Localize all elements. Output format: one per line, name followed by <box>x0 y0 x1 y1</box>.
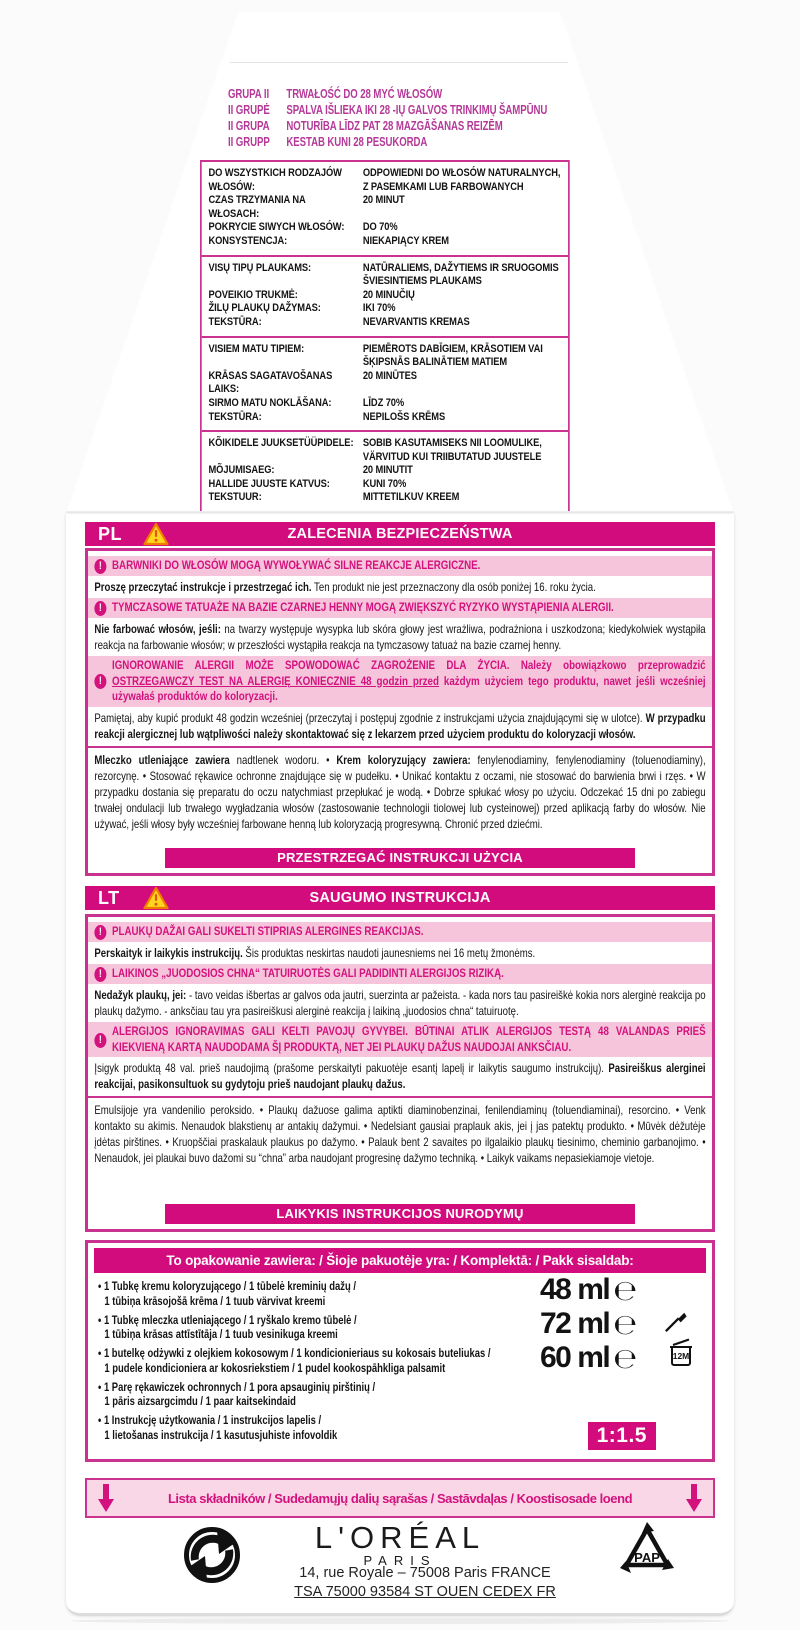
brand-logo: L'ORÉAL <box>314 1520 486 1555</box>
spec-label: TEKSTUUR: <box>208 491 262 504</box>
spec-label: DO WSZYSTKICH RODZAJÓW WŁOSÓW: <box>208 167 342 193</box>
spec-row <box>208 262 561 289</box>
volume-row <box>540 1307 637 1341</box>
spec-value: NEVARVANTIS KREMAS <box>362 315 470 328</box>
brush-icon <box>664 1309 688 1333</box>
lt-p1-rest: Šis produktas neskirtas naudoti jaunesniems nei 16 metų žmonėms. <box>242 946 536 960</box>
spec-value: NEPILOŠS KRĒMS <box>362 410 446 423</box>
lt-warning-band-2 <box>88 964 712 984</box>
pl-warning-text-1: BARWNIKI DO WŁOSÓW MOGĄ WYWOŁYWAĆ SILNE REAKCJE ALERGICZNE. <box>112 558 481 572</box>
volume-column <box>540 1273 637 1375</box>
group-label: II GRUPA <box>228 118 270 133</box>
pap-label: PAP <box>634 1550 660 1565</box>
spec-value: 20 MINUT <box>362 194 405 207</box>
pl-divider <box>88 746 712 748</box>
spec-row <box>208 194 561 221</box>
item-line-1: • 1 Tubkę kremu koloryzującego / 1 tūbelė kreminių dažų / <box>98 1279 546 1294</box>
spec-value: SOBIB KASUTAMISEKS NII LOOMULIKE, VÄRVITUD KUI TRIIBUTATUD JUUSTELE <box>362 437 542 463</box>
lt-section-header <box>85 886 715 910</box>
lt-p1-bold: Perskaityk ir laikykis instrukcijų. <box>94 946 243 960</box>
lt-safety-content <box>88 920 712 1167</box>
spec-value: IKI 70% <box>362 302 396 315</box>
lt-section-title: SAUGUMO INSTRUKCIJA <box>309 890 491 906</box>
spec-value: PIEMĒROTS DABĪGIEM, KRĀSOTIEM VAI ŠĶIPSNĀS BALINĀTIEM MATIEM <box>362 342 543 369</box>
contents-header-bar: To opakowanie zawiera: / Šioje pakuotėje yra: / Komplektā: / Pakk sisaldab: <box>94 1248 706 1273</box>
spec-value: MITTETILKUV KREEM <box>362 491 460 504</box>
durability-line <box>228 102 571 118</box>
volume-value: 72 ml <box>540 1307 610 1340</box>
brand-sub: PARIS <box>363 1553 437 1568</box>
alert-icon <box>94 925 106 940</box>
lt-footer-bar: LAIKYKIS INSTRUKCIJOS NURODYMŲ <box>165 1204 635 1224</box>
spec-value: 20 MINŪTES <box>362 369 417 382</box>
list-item <box>98 1313 546 1342</box>
lt-warning-band-3 <box>88 1022 712 1057</box>
item-line-1: • 1 butelkę odżywki z olejkiem kokosowym / 1 kondicionieriaus su kokosais buteliukas / <box>98 1346 546 1361</box>
pl-p2-bold: Nie farbować włosów, jeśli: <box>94 622 221 636</box>
lt-warning-text-1: PLAUKŲ DAŽAI GALI SUKELTI STIPRIAS ALERGINES REAKCIJAS. <box>112 924 424 938</box>
estimated-sign-icon: ℮ <box>613 1307 638 1341</box>
list-item <box>98 1380 546 1409</box>
lt-warning-text-2: LAIKINOS „JUODOSIOS CHNA“ TATUIRUOTĖS GALI PADIDINTI ALERGIJOS RIZIKĄ. <box>112 966 504 980</box>
spec-label: ŽILŲ PLAUKŲ DAŽYMAS: <box>208 302 321 315</box>
spec-row <box>208 316 561 330</box>
alert-icon <box>94 601 106 616</box>
alert-icon <box>94 674 106 689</box>
spec-row <box>208 221 561 235</box>
pl-p4-b2: Krem koloryzujący zawiera: <box>336 752 478 767</box>
spec-value: 20 MINUTIT <box>362 464 413 477</box>
pl-language-code: PL <box>98 524 123 544</box>
spec-label: VISIEM MATU TIPIEM: <box>208 342 305 355</box>
pl-band3-pre: IGNOROWANIE ALERGII MOŻE SPOWODOWAĆ ZAGROŻENIE DLA ŻYCIA. Należy obowiązkowo przeprowadzić <box>112 658 706 672</box>
flap-seam <box>66 511 734 513</box>
spec-row <box>208 343 561 370</box>
contents-items <box>98 1279 546 1442</box>
pl-paragraph-2 <box>88 620 712 654</box>
main-panel <box>66 514 734 1616</box>
spec-row <box>208 302 561 316</box>
spec-label: POKRYCIE SIWYCH WŁOSÓW: <box>208 221 345 234</box>
spec-row <box>208 491 561 505</box>
pl-warning-band-2 <box>88 598 712 618</box>
lt-paragraph-2 <box>88 986 712 1020</box>
lt-warning-band-1 <box>88 922 712 942</box>
durability-claims <box>228 86 571 150</box>
package-bottom-shadow <box>70 1618 730 1624</box>
item-line-2: 1 pāris aizsargcimdu / 1 paar kaitsekindaid <box>104 1394 296 1408</box>
lt-paragraph-4: Emulsijoje yra vandenilio peroksido. • Plaukų dažuose galima aptikti diaminobenzinai, fenilendiaminų (toluendiaminai), resorcino. • Venk kontakto su akimis. Nenaudok blakstienų ar antakių dažymui. • Nedelsiant gausiai praplauk akis, jei į jas patektų produkto. • Mūvėk dėžutėje įdėtas pirštines. • Kruopščiai praskalauk plaukus po dažymo. • Palauk bent 2 savaites po ilgalaikio plaukų tiesinimo, cheminio garbanojimo. • Nenaudok, jei plaukai buvo dažomi su “chna” arba naudojant progresinę dažymo techniką. • Laikyk vaikams nepasiekiamoje vietoje. <box>94 1103 706 1165</box>
spec-row <box>208 370 561 397</box>
spec-label: TEKSTŪRA: <box>208 410 262 423</box>
warning-triangle-icon <box>143 885 169 911</box>
item-line-2: 1 pudele kondicioniera ar kokosriekstiem / 1 pudel kookospāhkliga palsamit <box>104 1360 446 1375</box>
lt-paragraph-1 <box>88 944 712 962</box>
volume-row <box>540 1341 637 1375</box>
volume-value: 48 ml <box>540 1273 610 1306</box>
mix-ratio-badge: 1:1.5 <box>588 1422 656 1450</box>
spec-label: SIRMO MATU NOKLĀŠANA: <box>208 396 332 409</box>
package-contents-box <box>85 1240 715 1462</box>
pap-recycling-icon <box>618 1522 676 1578</box>
group-label: GRUPA II <box>228 86 270 101</box>
spec-label: VISŲ TIPŲ PLAUKAMS: <box>208 261 312 274</box>
spec-table <box>200 160 570 513</box>
pl-section-title: ZALECENIA BEZPIECZEŃSTWA <box>287 526 513 542</box>
item-line-2: 1 lietošanas instrukcija / 1 kasutusjuhiste infovoldik <box>104 1427 338 1442</box>
group-label: II GRUPP <box>228 134 270 149</box>
spec-value: 20 MINUČIŲ <box>362 288 415 301</box>
pao-12m-icon <box>666 1337 696 1367</box>
pao-label: 12M <box>672 1351 690 1361</box>
estimated-sign-icon: ℮ <box>613 1341 638 1375</box>
durability-line <box>228 86 571 102</box>
arrow-down-icon <box>685 1483 703 1513</box>
pl-p3-bold: W przypadku reakcji alergicznej lub wątpliwości należy skontaktować się z lekarzem przed użyciem produktu do koloryzacji włosów. <box>94 710 706 741</box>
ingredients-pointer-bar <box>85 1478 715 1518</box>
spec-label: CZAS TRZYMANIA NA WŁOSACH: <box>208 194 306 220</box>
lt-p3-bold: Pasireiškus alerginei reakcijai, pasikonsultuok su gydytoju prieš naudojant plaukų dažus. <box>94 1061 706 1091</box>
lt-p2-bold: Nedažyk plaukų, jei: <box>94 988 187 1002</box>
pl-paragraph-3 <box>88 709 712 743</box>
warning-triangle-icon <box>143 521 169 547</box>
group-text: TRWAŁOŚĆ DO 28 MYĆ WŁOSÓW <box>286 86 443 101</box>
spec-label: MÕJUMISAEG: <box>208 464 275 477</box>
address-line-2: TSA 75000 93584 ST OUEN CEDEX FR <box>294 1583 556 1600</box>
spec-label: KONSYSTENCJA: <box>208 234 288 247</box>
list-item <box>98 1346 546 1375</box>
item-line-1: • 1 Tubkę mleczka utleniającego / 1 ryškalo kremo tūbelė / <box>98 1313 546 1328</box>
spec-group-pl <box>202 162 568 255</box>
volume-value: 60 ml <box>540 1341 610 1374</box>
spec-value: KUNI 70% <box>362 477 407 490</box>
lt-warning-text-3: ALERGIJOS IGNORAVIMAS GALI KELTI PAVOJŲ GYVYBEI. BŪTINAI ATLIK ALERGIJOS TESTĄ 48 VALANDAS PRIEŠ KIEKVIENĄ KARTĄ NAUDODAMA ŠĮ PRODUKTĄ, NET JEI PLAUKŲ DAŽUS NAUDOJAI ANKSČIAU. <box>112 1024 706 1054</box>
ingredients-label: Lista składników / Sudedamųjų dalių sąrašas / Sastāvdaļas / Koostisosade loend <box>167 1490 633 1506</box>
spec-row <box>208 464 561 478</box>
spec-row <box>208 289 561 303</box>
pl-warning-band-3 <box>88 656 712 707</box>
spec-group-ee <box>202 430 568 511</box>
pl-warning-text-3 <box>112 658 706 705</box>
group-text: KESTAB KUNI 28 PESUKORDA <box>286 134 428 149</box>
alert-icon <box>94 559 106 574</box>
pl-p2-rest: na twarzy występuje wysypka lub skóra głowy jest wrażliwa, podrażniona i uszkodzona; kiedykolwiek wystąpiła reakcja na farbowanie włosów; w przeszłości wystąpiła reakcja na tymczasowy tatuaż na bazie czarnej henny. <box>94 622 706 652</box>
pl-p4-b1: Mleczko utleniające zawiera <box>94 752 237 767</box>
pl-footer-bar: PRZESTRZEGAĆ INSTRUKCJI UŻYCIA <box>165 848 635 868</box>
spec-label: HALLIDE JUUSTE KATVUS: <box>208 477 330 490</box>
spec-group-lt <box>202 255 568 336</box>
lt-safety-box <box>85 914 715 1232</box>
spec-group-lv <box>202 336 568 431</box>
pl-p3-pre: Pamiętaj, aby kupić produkt 48 godzin wcześniej (przeczytaj i postępuj zgodnie z instrukcjami użycia znajdującymi się w ulotce). <box>94 710 646 725</box>
lt-language-code: LT <box>98 888 120 908</box>
item-line-2: 1 tūbiņa krāsas attīstītāja / 1 tuub vesinikuga kreemi <box>104 1327 338 1341</box>
pl-p4-r1: nadtlenek wodoru. • <box>236 752 337 767</box>
item-line-1: • 1 Instrukcję użytkowania / 1 instrukcijos lapelis / <box>98 1413 546 1428</box>
lt-p2-rest: - tavo veidas išbertas ar galvos oda jautri, suerzinta ar pažeista. - kada nors tau pasireiškė kokia nors alerginė reakcija po plaukų dažymo. - anksčiau tau yra pasireiškusi alerginė reakcija į laikiną „juodosios chna“ tatuiruotę. <box>94 988 706 1018</box>
pl-warning-band-1 <box>88 556 712 576</box>
spec-row <box>208 235 561 249</box>
spec-label: TEKSTŪRA: <box>208 315 262 328</box>
spec-row <box>208 437 561 464</box>
estimated-sign-icon: ℮ <box>613 1273 638 1307</box>
address-line-1: 14, rue Royale – 75008 Paris FRANCE <box>299 1565 551 1581</box>
pl-band3-underlined: OSTRZEGAWCZY TEST NA ALERGIĘ KONIECZNIE 48 godzin przed <box>112 673 439 688</box>
volume-row <box>540 1273 637 1307</box>
alert-icon <box>94 967 106 982</box>
group-text: SPALVA IŠLIEKA IKI 28 -IŲ GALVOS TRINKIMŲ ŠAMPŪNU <box>286 102 548 117</box>
group-text: NOTURĪBA LĪDZ PAT 28 MAZGĀŠANAS REIZĒM <box>286 118 503 133</box>
pl-warning-text-2: TYMCZASOWE TATUAŻE NA BAZIE CZARNEJ HENNY MOGĄ ZWIĘKSZYĆ RYZYKO WYSTĄPIENIA ALERGII. <box>112 600 614 614</box>
pl-safety-box <box>85 548 715 876</box>
pl-p1-rest: Ten produkt nie jest przeznaczony dla osób poniżej 16. roku życia. <box>311 580 596 594</box>
list-item <box>98 1413 546 1442</box>
spec-value: LĪDZ 70% <box>362 396 405 409</box>
group-label: II GRUPĖ <box>228 102 270 117</box>
spec-row <box>208 411 561 425</box>
spec-value: NATŪRALIEMS, DAŽYTIEMS IR SRUOGOMIS ŠVIESINTIEMS PLAUKAMS <box>362 261 559 288</box>
durability-line <box>228 134 571 150</box>
spec-value: ODPOWIEDNI DO WŁOSÓW NATURALNYCH, Z PASEMKAMI LUB FARBOWANYCH <box>362 167 561 193</box>
pl-band3-post: każdym użyciem tego produktu, nawet jeśli wcześniej używałaś produktów do koloryzacji. <box>112 673 706 703</box>
pl-section-header <box>85 522 715 546</box>
flap-fold-line <box>230 62 568 63</box>
item-line-1: • 1 Parę rękawiczek ochronnych / 1 pora apsauginių pirštinių / <box>98 1380 546 1395</box>
spec-label: KRĀSAS SAGATAVOŠANAS LAIKS: <box>208 369 333 396</box>
pl-safety-content <box>88 554 712 833</box>
lt-paragraph-3 <box>88 1059 712 1093</box>
spec-value: DO 70% <box>362 221 398 234</box>
spec-row <box>208 397 561 411</box>
pl-paragraph-1 <box>88 578 712 596</box>
arrow-down-icon <box>97 1483 115 1513</box>
pl-p4-r2: fenylenodiaminy, fenylenodiaminy (toluenodiaminy), rezorcynę. • Stosować rękawice ochronne znajdujące się w pudełku. • Unikać kontaktu z oczami, nie stosować do barwienia brwi i rzęs. • W przypadku dostania się preparatu do oczu natychmiast przepłukać je wodą. • Dobrze spłukać włosy po użyciu. Odczekać 15 dni po zabiegu trwałej ondulacji lub trwałego wygładzania włosów (zastosowanie technologii tiolowej lub cysteinowej) przed aplikacją farby do włosów. Nie używać, jeśli włosy były wcześniej farbowane henną lub koloryzacją progresywną. Chronić przed dziećmi. <box>94 752 706 831</box>
address-block <box>186 1564 664 1601</box>
item-line-2: 1 tūbiņa krāsojošā krēma / 1 tuub värvivat kreemi <box>104 1293 326 1308</box>
spec-row <box>208 167 561 194</box>
list-item <box>98 1279 546 1308</box>
spec-row <box>208 478 561 492</box>
spec-label: KÕIKIDELE JUUKSETÜÜPIDELE: <box>208 437 354 450</box>
lt-p3-pre: Įsigyk produktą 48 val. prieš naudojimą (prašome perskaityti pakuotėje esantį lapelį ir laikytis saugumo instrukcijų). <box>94 1061 609 1075</box>
pl-p1-bold: Proszę przeczytać instrukcje i przestrzegać ich. <box>94 580 312 594</box>
pl-paragraph-4 <box>88 751 712 833</box>
spec-label: POVEIKIO TRUKMĖ: <box>208 288 298 301</box>
spec-value: NIEKAPIĄCY KREM <box>362 234 449 247</box>
durability-line <box>228 118 571 134</box>
lt-divider <box>88 1096 712 1098</box>
alert-icon <box>94 1033 106 1048</box>
